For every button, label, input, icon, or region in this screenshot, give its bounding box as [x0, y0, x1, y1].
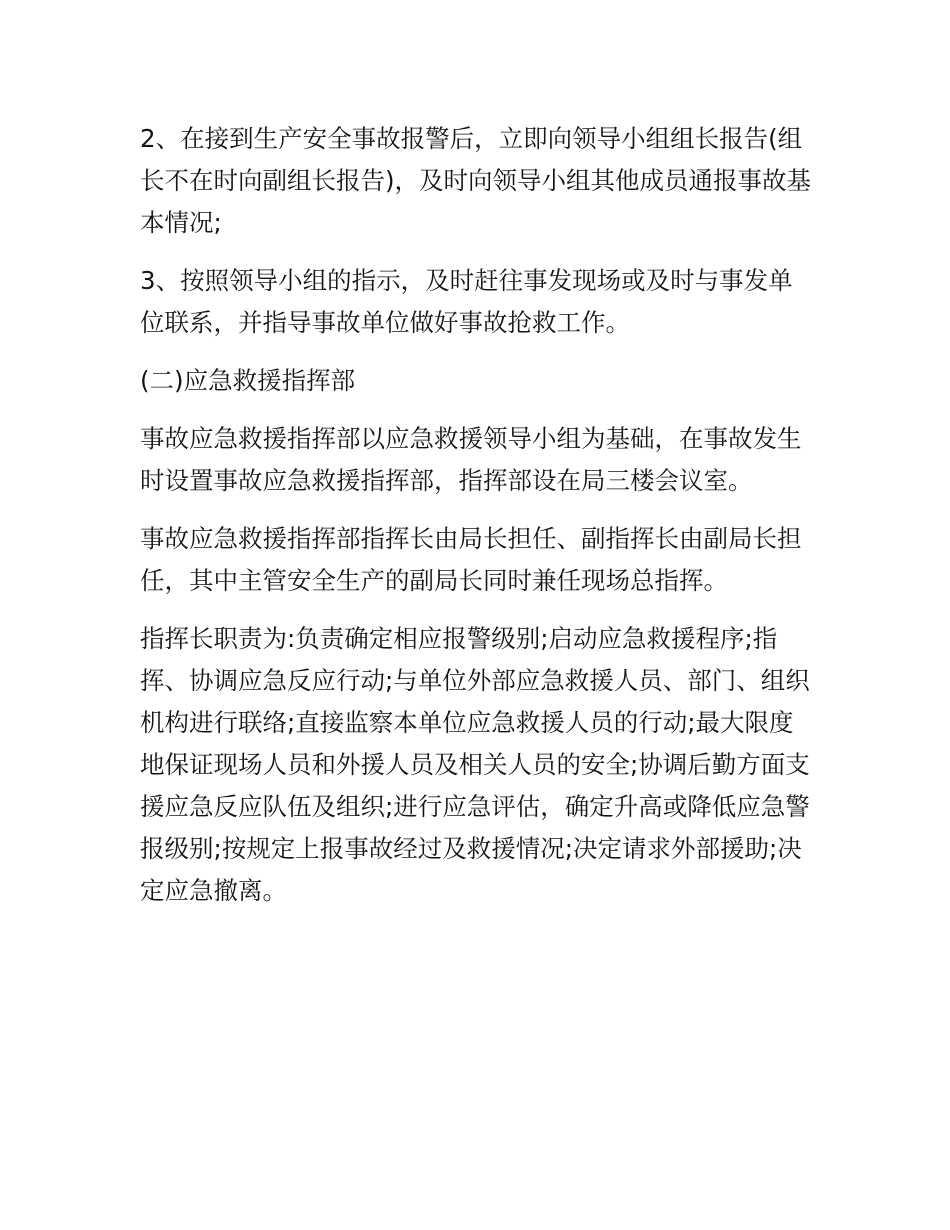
paragraph-command-center-setup: 事故应急救援指挥部以应急救援领导小组为基础，在事故发生时设置事故应急救援指挥部，指挥部设在局三楼会议室。	[140, 424, 802, 495]
paragraph-report-to-leader: 2、在接到生产安全事故报警后，立即向领导小组组长报告(组长不在时向副组长报告)，及时向领导小组其他成员通报事故基本情况;	[140, 124, 812, 237]
paragraph-commander-assignment: 事故应急救援指挥部指挥长由局长担任、副指挥长由副局长担任，其中主管安全生产的副局长同时兼任现场总指挥。	[140, 524, 802, 595]
paragraph-go-to-scene: 3、按照领导小组的指示，及时赶往事发现场或及时与事发单位联系，并指导事故单位做好事故抢救工作。	[140, 266, 793, 337]
document-body	[140, 118, 812, 928]
section-heading-command-center: (二)应急救援指挥部	[140, 366, 356, 395]
paragraph-commander-duties: 指挥长职责为:负责确定相应报警级别;启动应急救援程序;指挥、协调应急反应行动;与单位外部应急救援人员、部门、组织机构进行联络;直接监察本单位应急救援人员的行动;最大限度地保证现场人员和外援人员及相关人员的安全;协调后勤方面支援应急反应队伍及组织;进行应急评估，确定升高或降低应急警报级别;按规定上报事故经过及救援情况;决定请求外部援助;决定应急撤离。	[140, 624, 810, 905]
